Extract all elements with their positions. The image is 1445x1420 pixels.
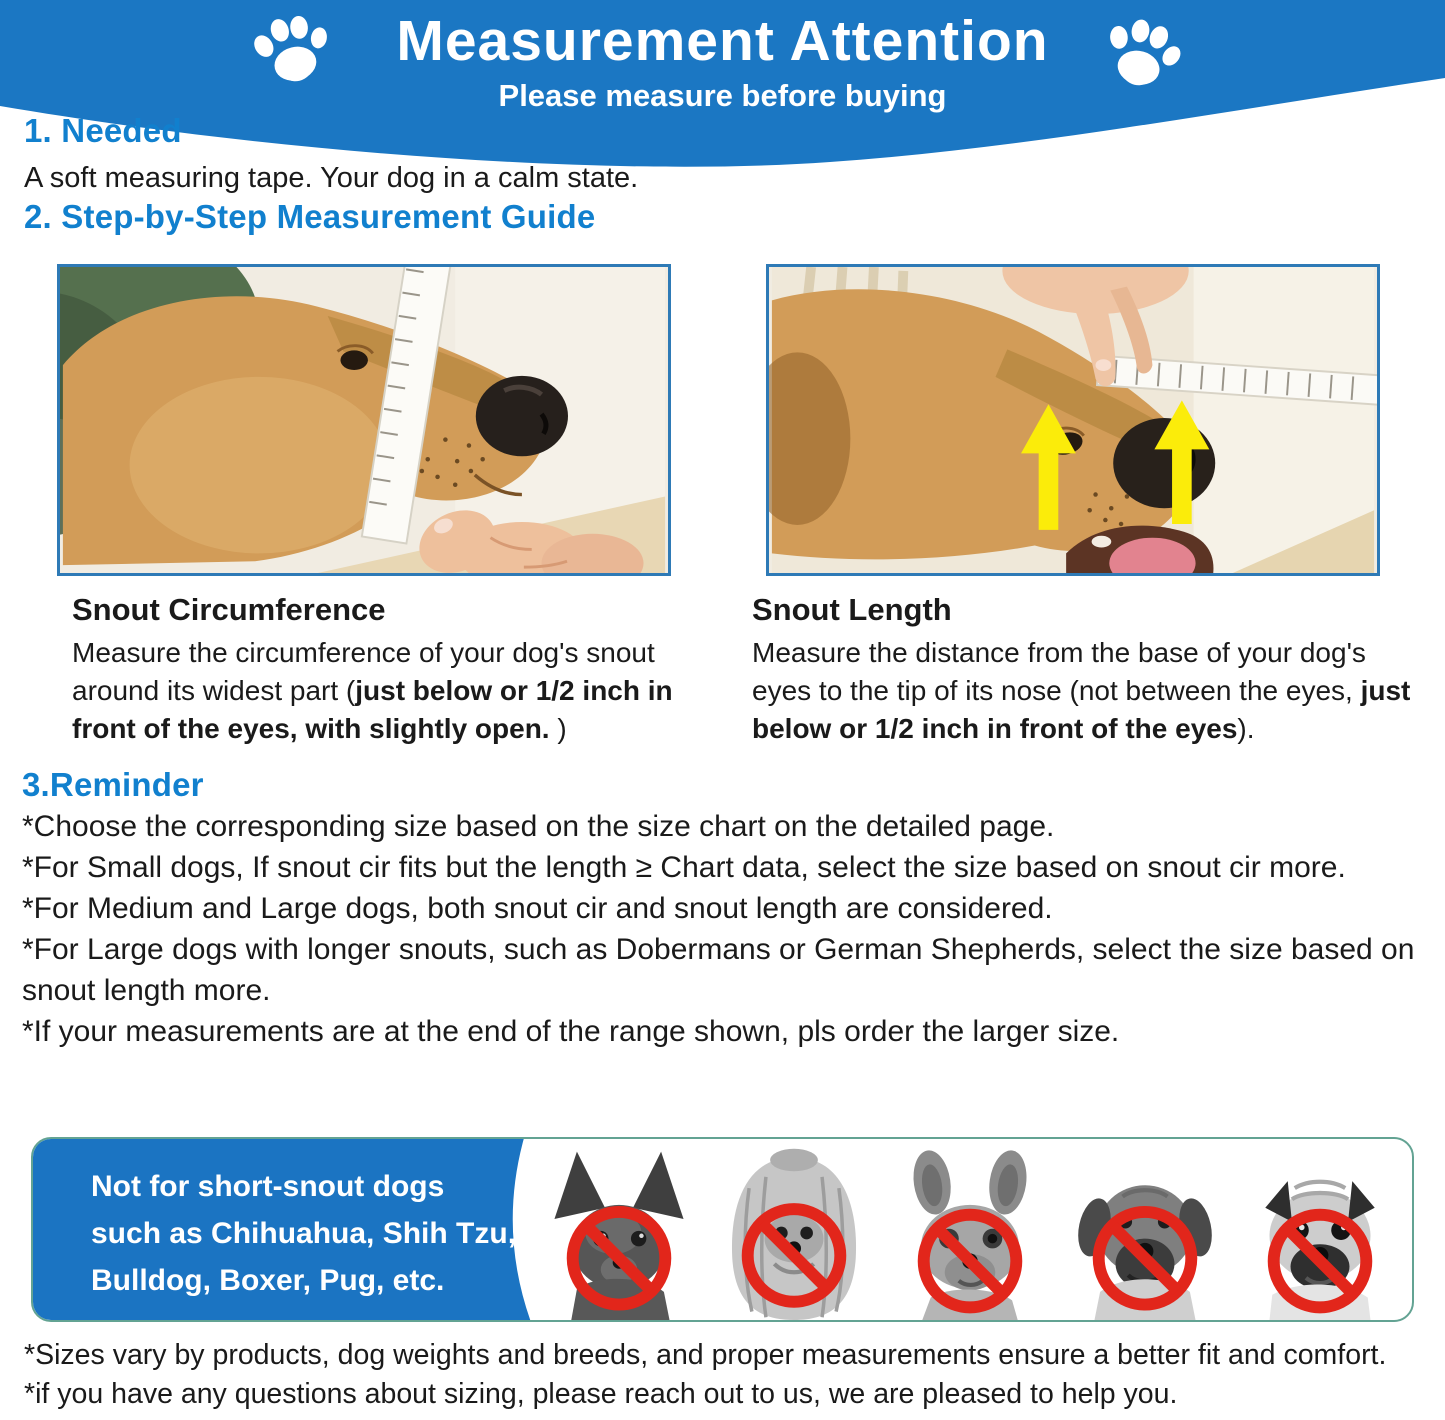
banned-dog-pug xyxy=(1234,1146,1406,1320)
footnote-line: *if you have any questions about sizing, please reach out to us, we are pleased to help you. xyxy=(24,1378,1178,1410)
caption-body: Measure the circumference of your dog's snout around its widest part (just below or 1/2 inch in front of the eyes, with slightly open. ) xyxy=(72,637,673,744)
reminder-item: *For Large dogs with longer snouts, such as Dobermans or German Shepherds, select the size based on snout length more. xyxy=(22,933,1415,1007)
banned-dog-shih-tzu xyxy=(708,1146,880,1320)
caption-title: Snout Circumference xyxy=(72,592,386,627)
snout-length-photo xyxy=(766,264,1380,576)
snout-circumference-photo xyxy=(57,264,671,576)
reminder-item: *Choose the corresponding size based on the size chart on the detailed page. xyxy=(22,810,1055,843)
needed-body-text: A soft measuring tape. Your dog in a calm state. xyxy=(24,162,639,194)
warning-text xyxy=(91,1163,516,1304)
caption-title: Snout Length xyxy=(752,592,952,627)
section-heading-guide: 2. Step-by-Step Measurement Guide xyxy=(24,198,596,235)
dog-measure-circumference-illustration xyxy=(60,267,668,573)
warning-line: Not for short-snout dogs xyxy=(91,1170,445,1203)
banned-dogs-row xyxy=(533,1146,1406,1320)
snout-length-caption xyxy=(752,592,1424,748)
warning-line: such as Chihuahua, Shih Tzu, xyxy=(91,1217,517,1250)
section-heading-needed: 1. Needed xyxy=(24,112,182,149)
reminder-item: *For Small dogs, If snout cir fits but the length ≥ Chart data, select the size based on snout cir more. xyxy=(22,851,1346,884)
reminder-item: *For Medium and Large dogs, both snout cir and snout length are considered. xyxy=(22,892,1053,925)
page-title: Measurement Attention xyxy=(396,9,1049,73)
footnote-line: *Sizes vary by products, dog weights and breeds, and proper measurements ensure a better fit and comfort. xyxy=(24,1339,1387,1371)
caption-body: Measure the distance from the base of your dog's eyes to the tip of its nose (not between the eyes, just below or 1/2 inch in front of the eyes). xyxy=(752,637,1411,744)
footnotes xyxy=(24,1336,1428,1414)
dog-measure-length-illustration xyxy=(769,267,1377,573)
section-heading-reminder: 3.Reminder xyxy=(22,766,204,803)
snout-circumference-caption xyxy=(72,592,692,748)
banned-dog-french-bulldog xyxy=(884,1146,1056,1320)
banned-dog-chihuahua xyxy=(533,1146,705,1320)
reminder-item: *If your measurements are at the end of the range shown, pls order the larger size. xyxy=(22,1015,1120,1048)
banned-dog-boxer xyxy=(1059,1146,1231,1320)
reminder-list xyxy=(22,806,1424,1052)
warning-line: Bulldog, Boxer, Pug, etc. xyxy=(91,1264,445,1297)
not-for-short-snout-warning-box xyxy=(31,1137,1414,1322)
page-subtitle: Please measure before buying xyxy=(498,78,947,113)
